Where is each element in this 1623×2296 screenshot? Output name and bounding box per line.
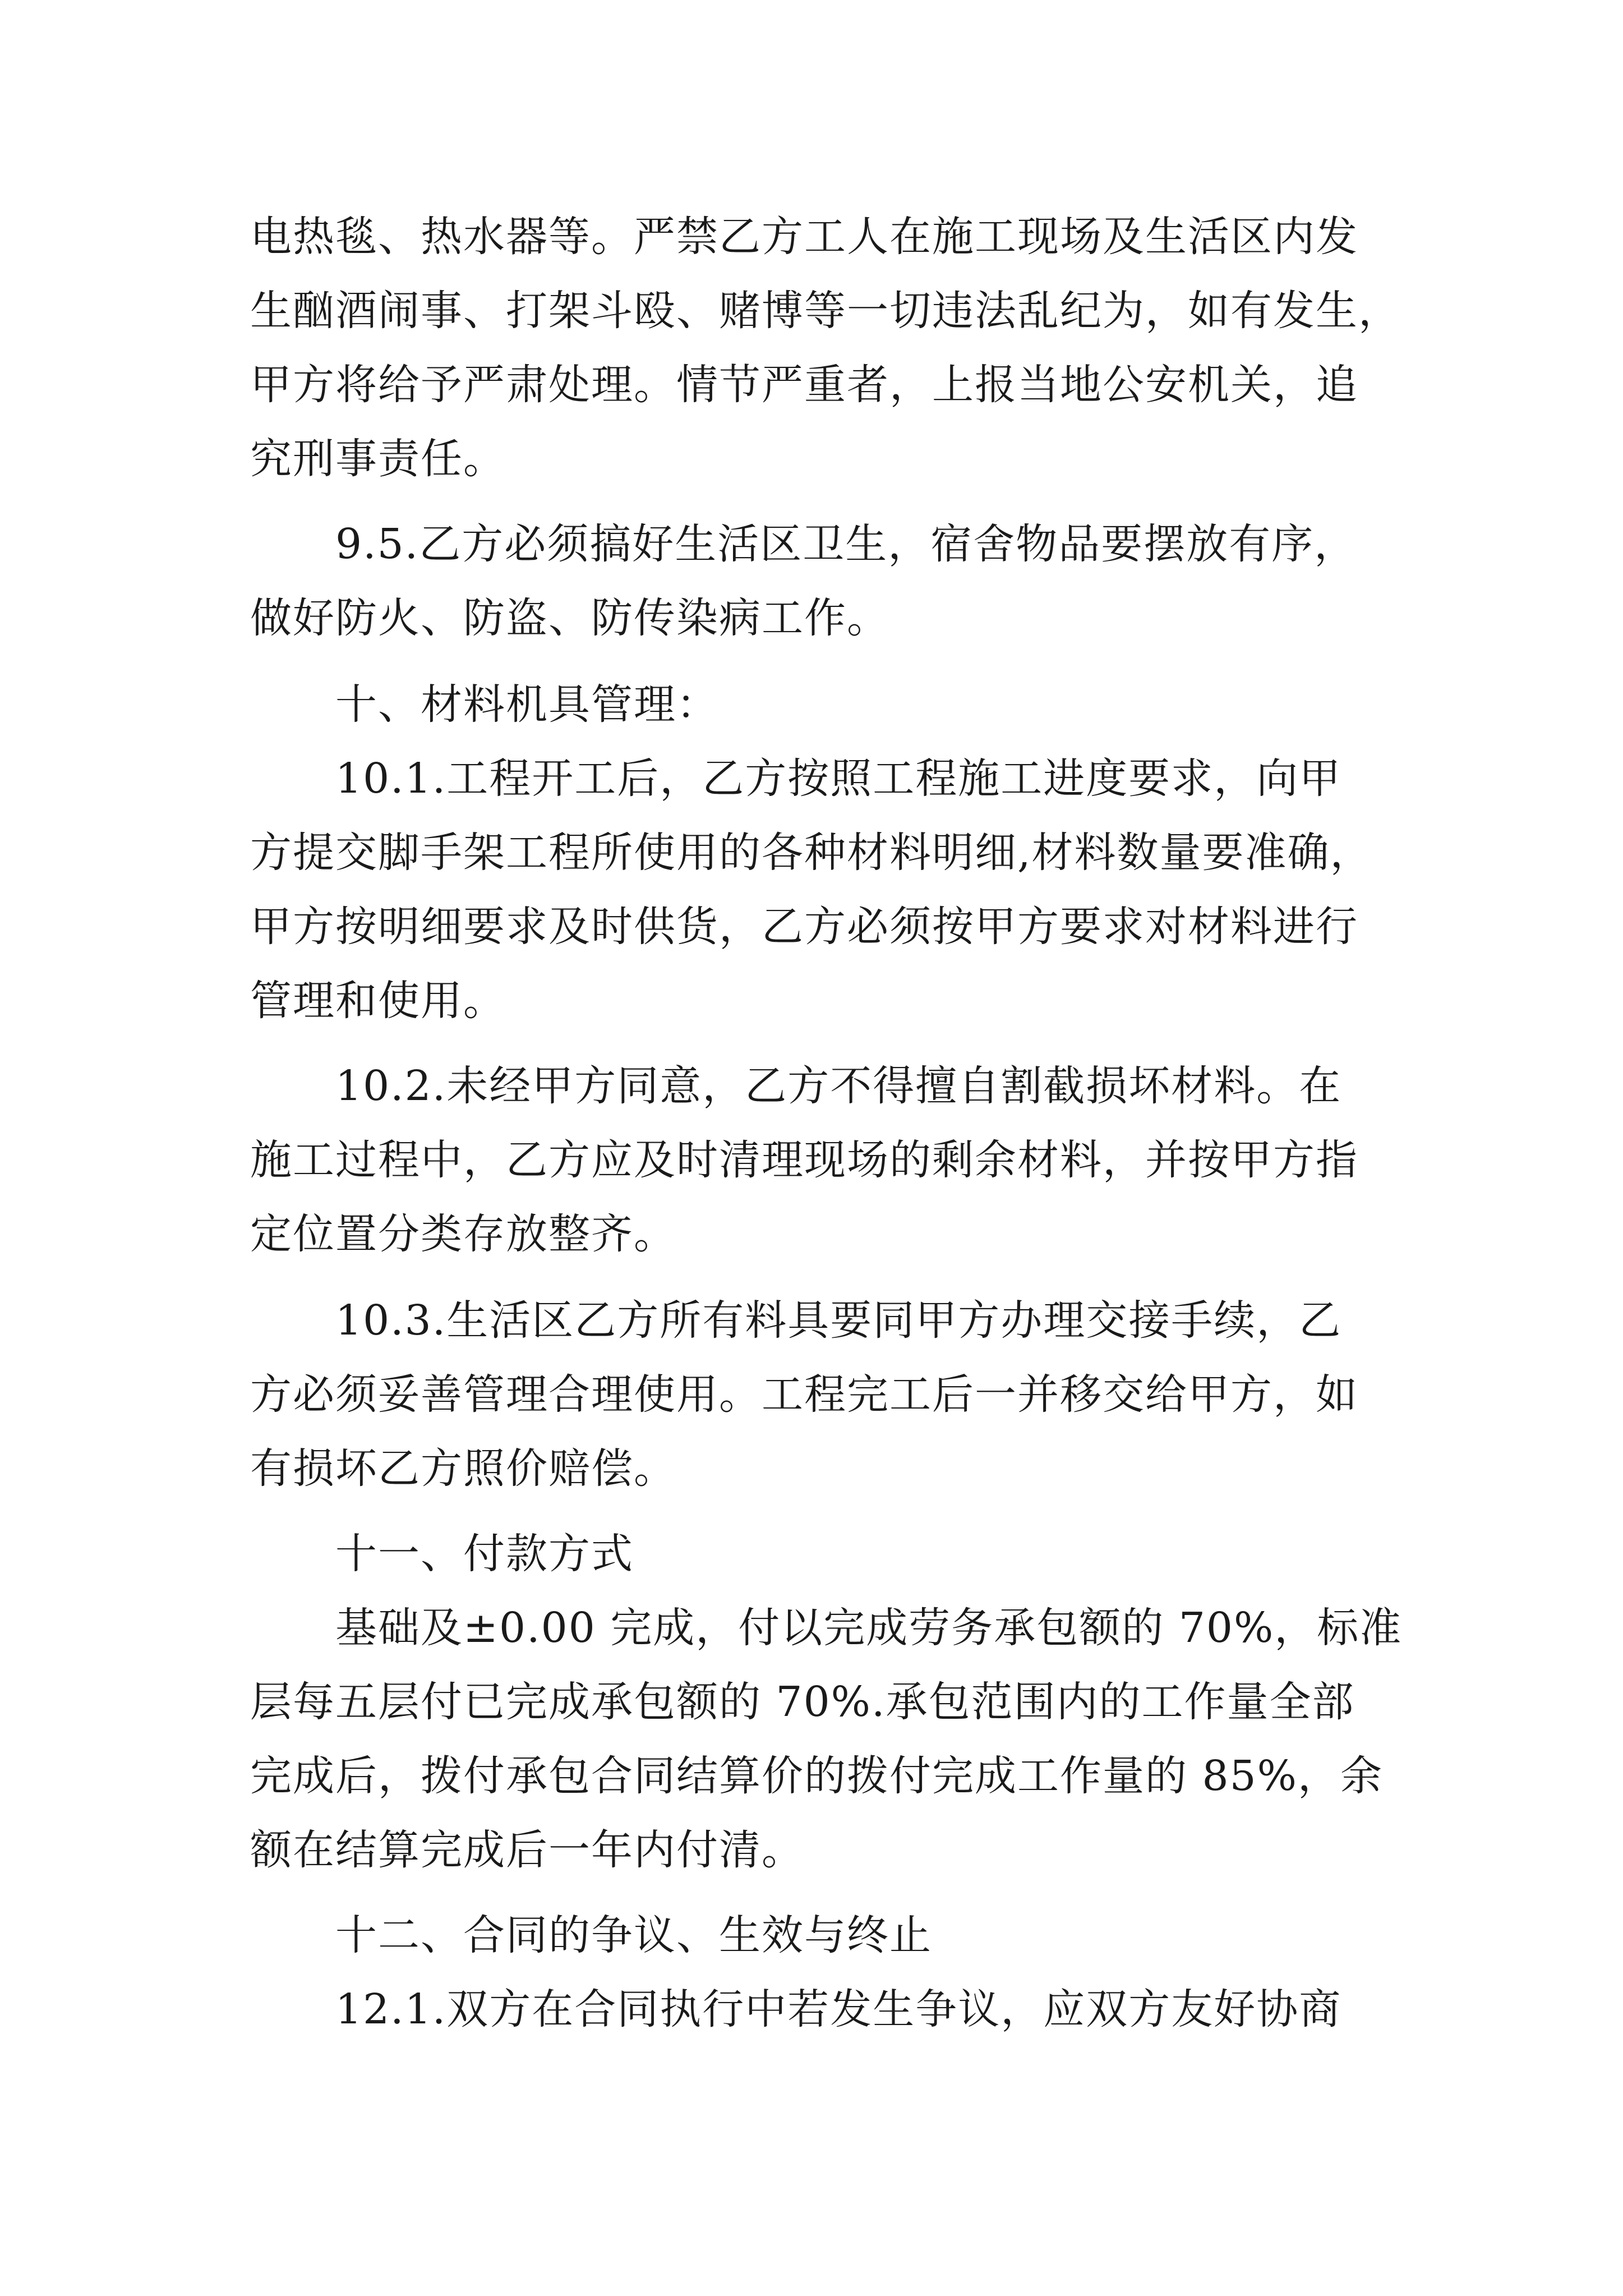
paragraph-line: 额在结算完成后一年内付清。	[250, 1826, 804, 1874]
clause-10-3: 10.3.生活区乙方所有料具要同甲方办理交接手续，乙	[335, 1296, 1342, 1345]
paragraph-line: 甲方按明细要求及时供货，乙方必须按甲方要求对材料进行	[250, 903, 1358, 951]
clause-12-1: 12.1.双方在合同执行中若发生争议，应双方友好协商	[335, 1985, 1342, 2033]
clause-10-2: 10.2.未经甲方同意，乙方不得擅自割截损坏材料。在	[335, 1062, 1342, 1110]
paragraph-line: 究刑事责任。	[250, 435, 506, 483]
paragraph-line: 做好防火、防盗、防传染病工作。	[250, 594, 889, 642]
paragraph-line: 层每五层付已完成承包额的 70%.承包范围内的工作量全部	[250, 1678, 1355, 1726]
paragraph-line: 方提交脚手架工程所使用的各种材料明细,材料数量要准确，	[250, 829, 1373, 877]
paragraph-line: 甲方将给予严肃处理。情节严重者，上报当地公安机关，追	[250, 361, 1358, 409]
paragraph-line: 生酗酒闹事、打架斗殴、赌博等一切违法乱纪为，如有发生，	[250, 287, 1401, 335]
paragraph-line: 施工过程中，乙方应及时清理现场的剩余材料，并按甲方指	[250, 1136, 1358, 1184]
section-heading-11: 十一、付款方式	[335, 1530, 634, 1578]
paragraph-line: 电热毯、热水器等。严禁乙方工人在施工现场及生活区内发	[250, 213, 1358, 261]
clause-9-5: 9.5.乙方必须搞好生活区卫生，宿舍物品要摆放有序，	[335, 520, 1357, 568]
paragraph-line: 方必须妥善管理合理使用。工程完工后一并移交给甲方，如	[250, 1370, 1358, 1419]
paragraph-line: 定位置分类存放整齐。	[250, 1210, 676, 1258]
section-heading-10: 十、材料机具管理：	[335, 680, 719, 729]
paragraph-line: 完成后，拨付承包合同结算价的拨付完成工作量的 85%，余	[250, 1752, 1383, 1800]
paragraph-line: 管理和使用。	[250, 977, 506, 1025]
clause-10-1: 10.1.工程开工后，乙方按照工程施工进度要求，向甲	[335, 754, 1342, 803]
paragraph-line: 有损坏乙方照价赔偿。	[250, 1444, 676, 1493]
section-heading-12: 十二、合同的争议、生效与终止	[335, 1911, 932, 1959]
payment-paragraph: 基础及±0.00 完成，付以完成劳务承包额的 70%，标准	[335, 1604, 1403, 1652]
